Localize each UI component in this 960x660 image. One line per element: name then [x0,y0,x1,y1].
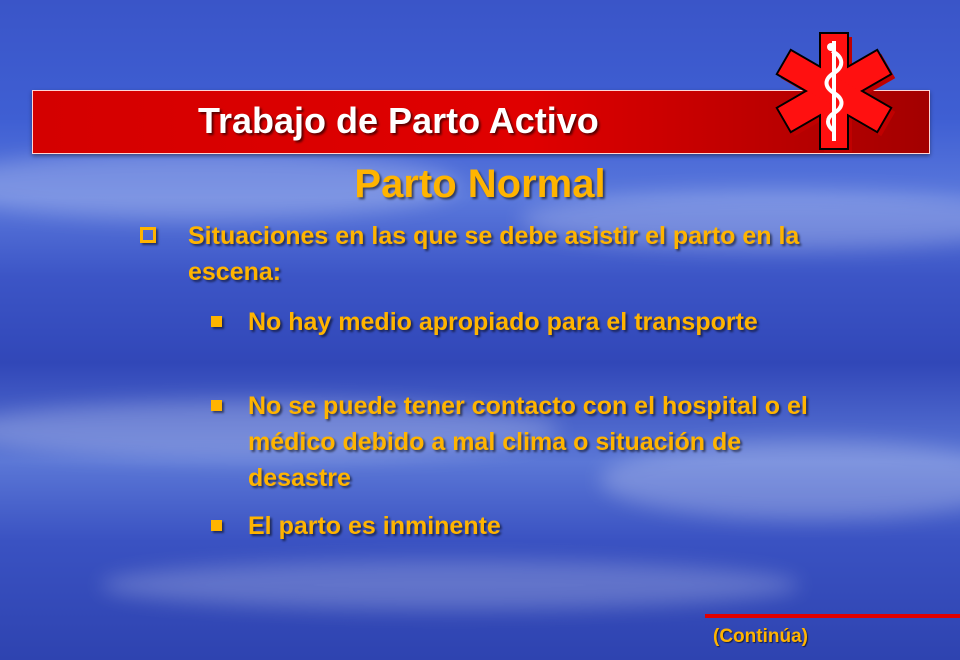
slide-subtitle: Parto Normal [354,162,606,206]
filled-square-bullet-icon [211,400,222,411]
banner-title: Trabajo de Parto Activo [198,100,599,141]
sub-bullet-text: El parto es inminente [248,512,501,540]
continued-label: (Continúa) [713,626,808,647]
footer-divider [705,614,960,618]
star-of-life-icon [768,30,900,152]
hollow-square-bullet-icon [140,227,156,243]
sub-bullet-text: No se puede tener contacto con el hospital o el médico debido a mal clima o situación de desastre [248,392,808,492]
filled-square-bullet-icon [211,316,222,327]
cloud-decoration [100,560,800,610]
filled-square-bullet-icon [211,520,222,531]
sub-bullet-text: No hay medio apropiado para el transporte [248,308,758,336]
main-bullet-text: Situaciones en las que se debe asistir el parto en la escena: [188,222,800,286]
